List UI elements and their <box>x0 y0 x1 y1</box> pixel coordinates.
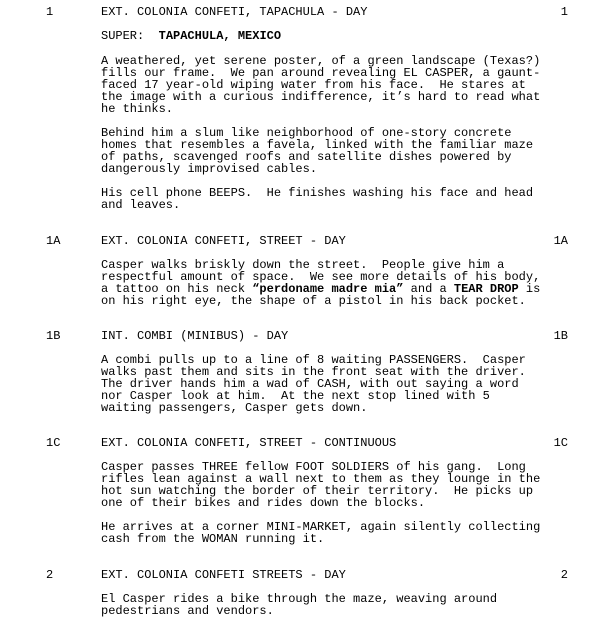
scene-number-right: 1A <box>553 234 568 248</box>
scene-number-left: 2 <box>46 568 54 582</box>
action-line: waiting passengers, Casper gets down. <box>101 401 368 415</box>
action-line: A weathered, yet serene poster, of a green landscape (Texas?) <box>101 54 541 68</box>
tattoo-text: “perdoname madre mia” <box>252 282 404 296</box>
action-line: on his right eye, the shape of a pistol in his back pocket. <box>101 294 526 308</box>
scene-number-right: 1B <box>553 329 568 343</box>
scene-heading: EXT. COLONIA CONFETI STREETS - DAY <box>101 568 346 582</box>
text-run: and a <box>403 282 454 296</box>
action-line: homes that resembles a favela, linked with the familiar maze <box>101 138 534 152</box>
scene-number-right: 1C <box>553 436 568 450</box>
action-line: dangerously improvised cables. <box>101 162 318 176</box>
action-line: faced 17 year-old wiping water from his face. He stares at <box>101 78 526 92</box>
action-line: He arrives at a corner MINI-MARKET, again silently collecting <box>101 520 541 534</box>
scene-heading: EXT. COLONIA CONFETI, STREET - CONTINUOUS <box>101 436 397 450</box>
action-line: one of their bikes and rides down the blocks. <box>101 496 426 510</box>
scene-number-left: 1A <box>46 234 61 248</box>
scene-number-right: 1 <box>560 5 568 19</box>
scene-heading: EXT. COLONIA CONFETI, STREET - DAY <box>101 234 346 248</box>
scene-heading: EXT. COLONIA CONFETI, TAPACHULA - DAY <box>101 5 368 19</box>
action-line: Casper walks briskly down the street. People give him a <box>101 258 505 272</box>
scene-number-right: 2 <box>560 568 568 582</box>
super-label: SUPER: <box>101 29 145 43</box>
scene-number-left: 1C <box>46 436 61 450</box>
action-line: fills our frame. We pan around revealing EL CASPER, a gaunt- <box>101 66 541 80</box>
action-line: rifles lean against a wall next to them as they lounge in the <box>101 472 541 486</box>
action-line: nor Casper look at him. At the next stop lined with 5 <box>101 389 490 403</box>
action-line: of paths, scavenged roofs and satellite dishes powered by <box>101 150 512 164</box>
text-run: a tattoo on his neck <box>101 282 253 296</box>
scene-number-left: 1 <box>46 5 54 19</box>
action-line: respectful amount of space. We see more details of his body, <box>101 270 541 284</box>
action-line: His cell phone BEEPS. He finishes washing his face and head <box>101 186 534 200</box>
tear-drop-text: TEAR DROP <box>453 282 519 296</box>
action-line: hot sun watching the border of their territory. He picks up <box>101 484 534 498</box>
action-line: Casper passes THREE fellow FOOT SOLDIERS of his gang. Long <box>101 460 526 474</box>
text-run: is <box>518 282 541 296</box>
action-line: pedestrians and vendors. <box>101 604 274 618</box>
scene-number-left: 1B <box>46 329 61 343</box>
super-line <box>101 30 281 42</box>
action-line: the image with a curious indifference, it’s hard to read what <box>101 90 541 104</box>
action-line: and leaves. <box>101 198 181 212</box>
action-line: he thinks. <box>101 102 174 116</box>
action-line: cash from the WOMAN running it. <box>101 532 325 546</box>
action-line: A combi pulls up to a line of 8 waiting PASSENGERS. Casper <box>101 353 526 367</box>
action-line: El Casper rides a bike through the maze, weaving around <box>101 592 498 606</box>
scene-heading: INT. COMBI (MINIBUS) - DAY <box>101 329 289 343</box>
action-line: walks past them and sits in the front seat with the driver. <box>101 365 526 379</box>
action-line: Behind him a slum like neighborhood of one-story concrete <box>101 126 512 140</box>
super-value: TAPACHULA, MEXICO <box>158 29 282 43</box>
action-line: The driver hands him a wad of CASH, with out saying a word <box>101 377 519 391</box>
